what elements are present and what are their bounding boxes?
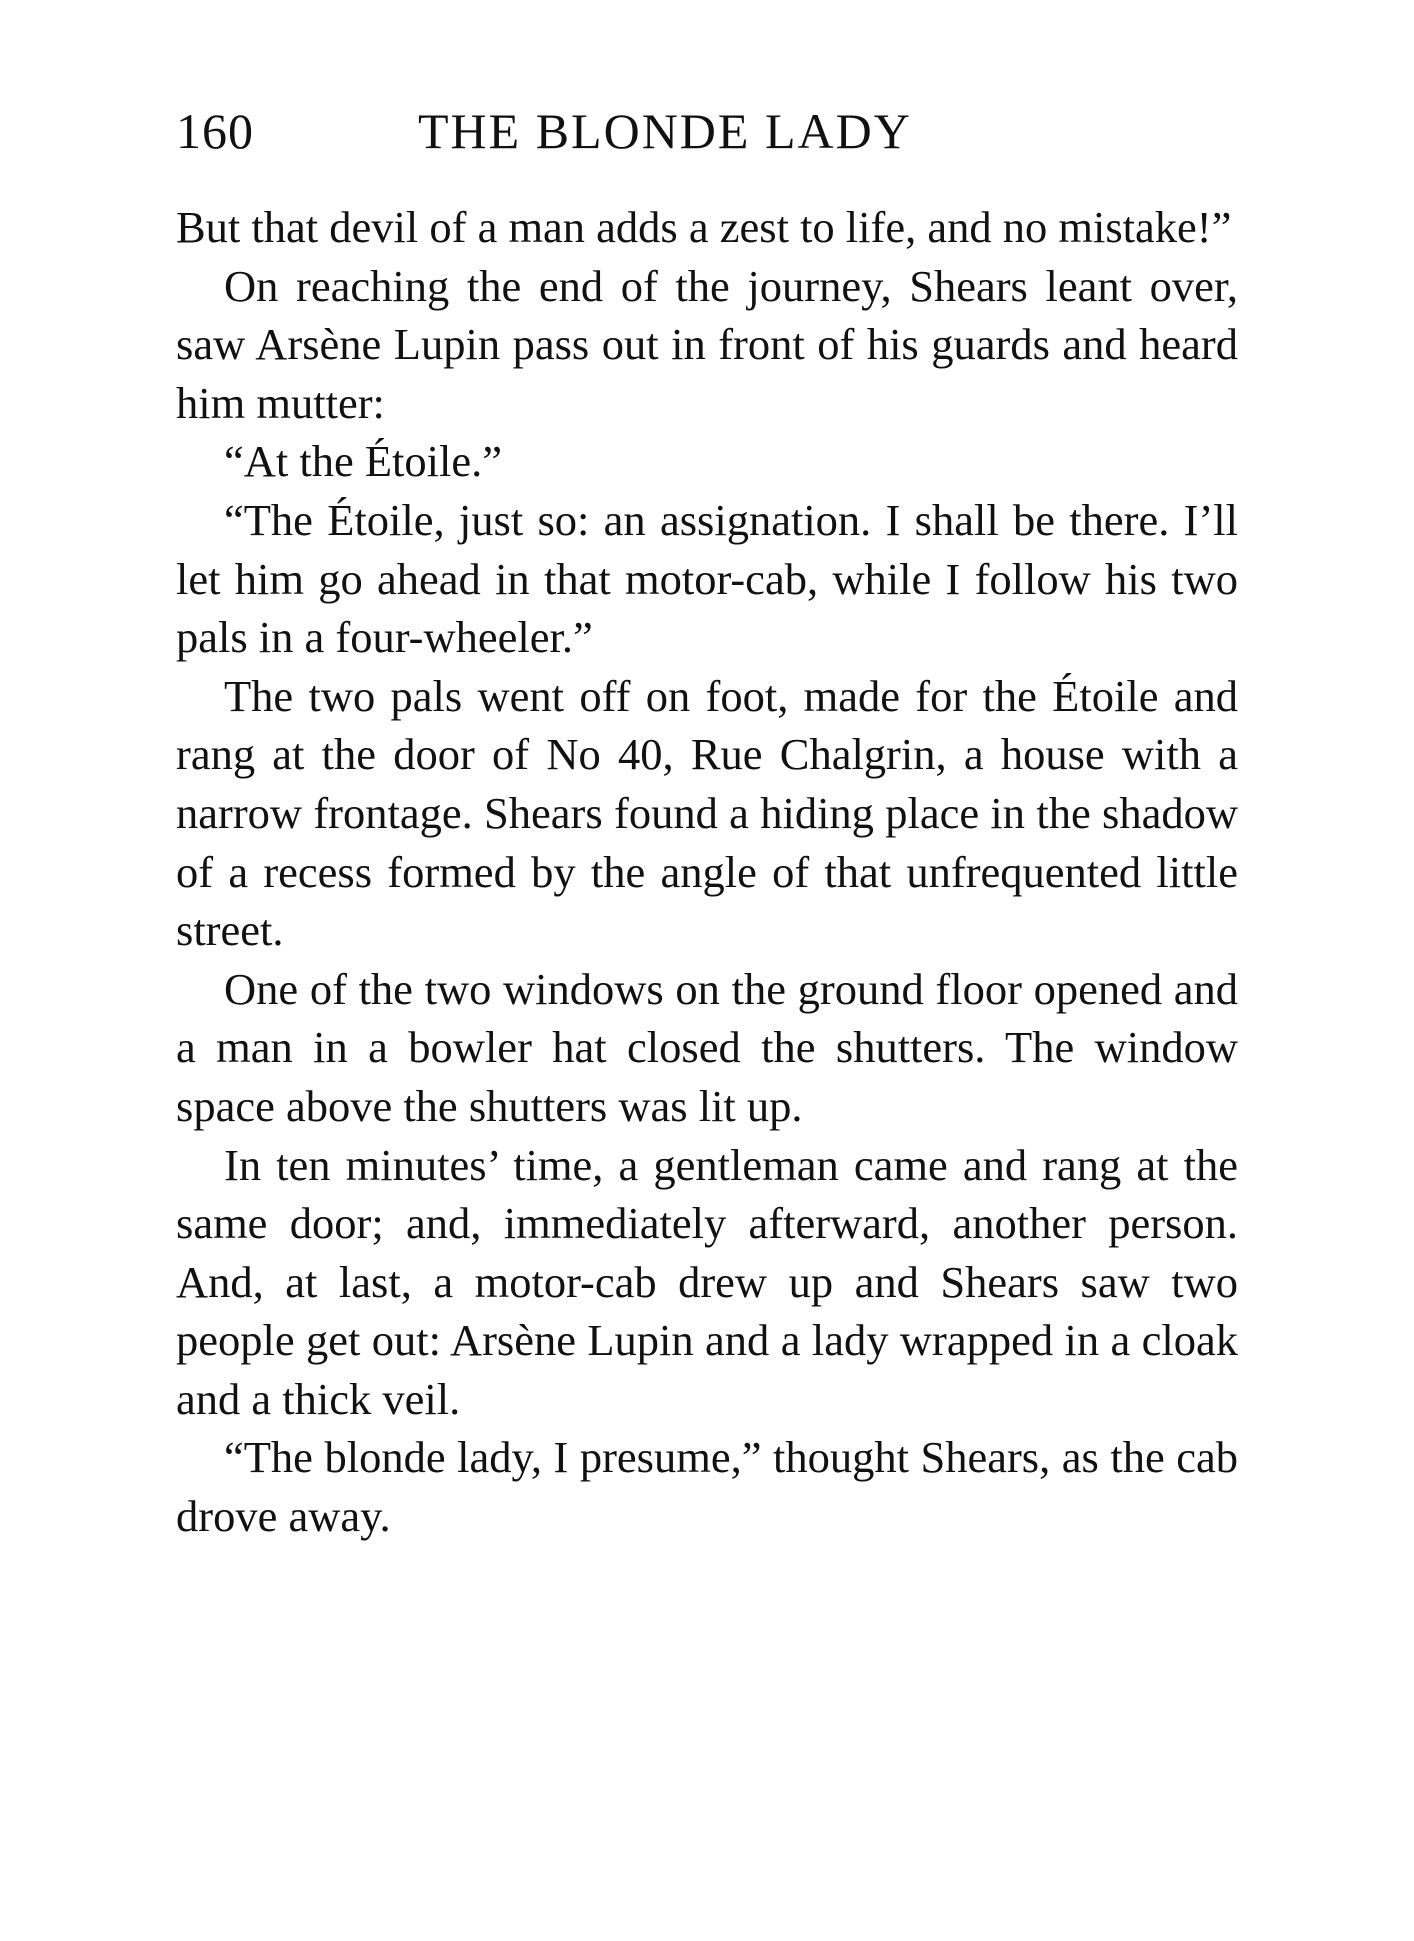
paragraph: “The blonde lady, I presume,” thought Shears, as the cab drove away. xyxy=(176,1432,1238,1542)
paragraph: On reaching the end of the journey, Shears leant over, saw Arsène Lupin pass out in front of his guards and heard him mutter: xyxy=(176,260,1238,428)
page-number: 160 xyxy=(176,103,254,159)
paragraph: “The Étoile, just so: an assignation. I shall be there. I’ll let him go ahead in that motor-cab, while I follow his two pals in a four-wheeler.” xyxy=(176,494,1238,663)
paragraph: In ten minutes’ time, a gentleman came and rang at the same door; and, immediately afterward, another person. And, at last, a motor-cab drew up and Shears saw two people get out: Arsène Lupin and a lady wrapped in a cloak and a thick veil. xyxy=(176,1139,1238,1424)
paragraph: One of the two windows on the ground floor opened and a man in a bowler hat closed the shutters. The window space above the shutters was lit up. xyxy=(176,963,1238,1131)
paragraph: “At the Étoile.” xyxy=(224,436,503,487)
paragraph: The two pals went off on foot, made for the Étoile and rang at the door of No 40, Rue Chalgrin, a house with a narrow frontage. Shears found a hiding place in the shadow of a recess formed by the angle of that unfrequented little street. xyxy=(176,670,1238,956)
page-header xyxy=(176,96,1236,166)
running-title: THE BLONDE LADY xyxy=(418,103,912,159)
paragraph: But that devil of a man adds a zest to life, and no mistake!” xyxy=(176,202,1232,252)
body-text xyxy=(176,198,1238,1546)
